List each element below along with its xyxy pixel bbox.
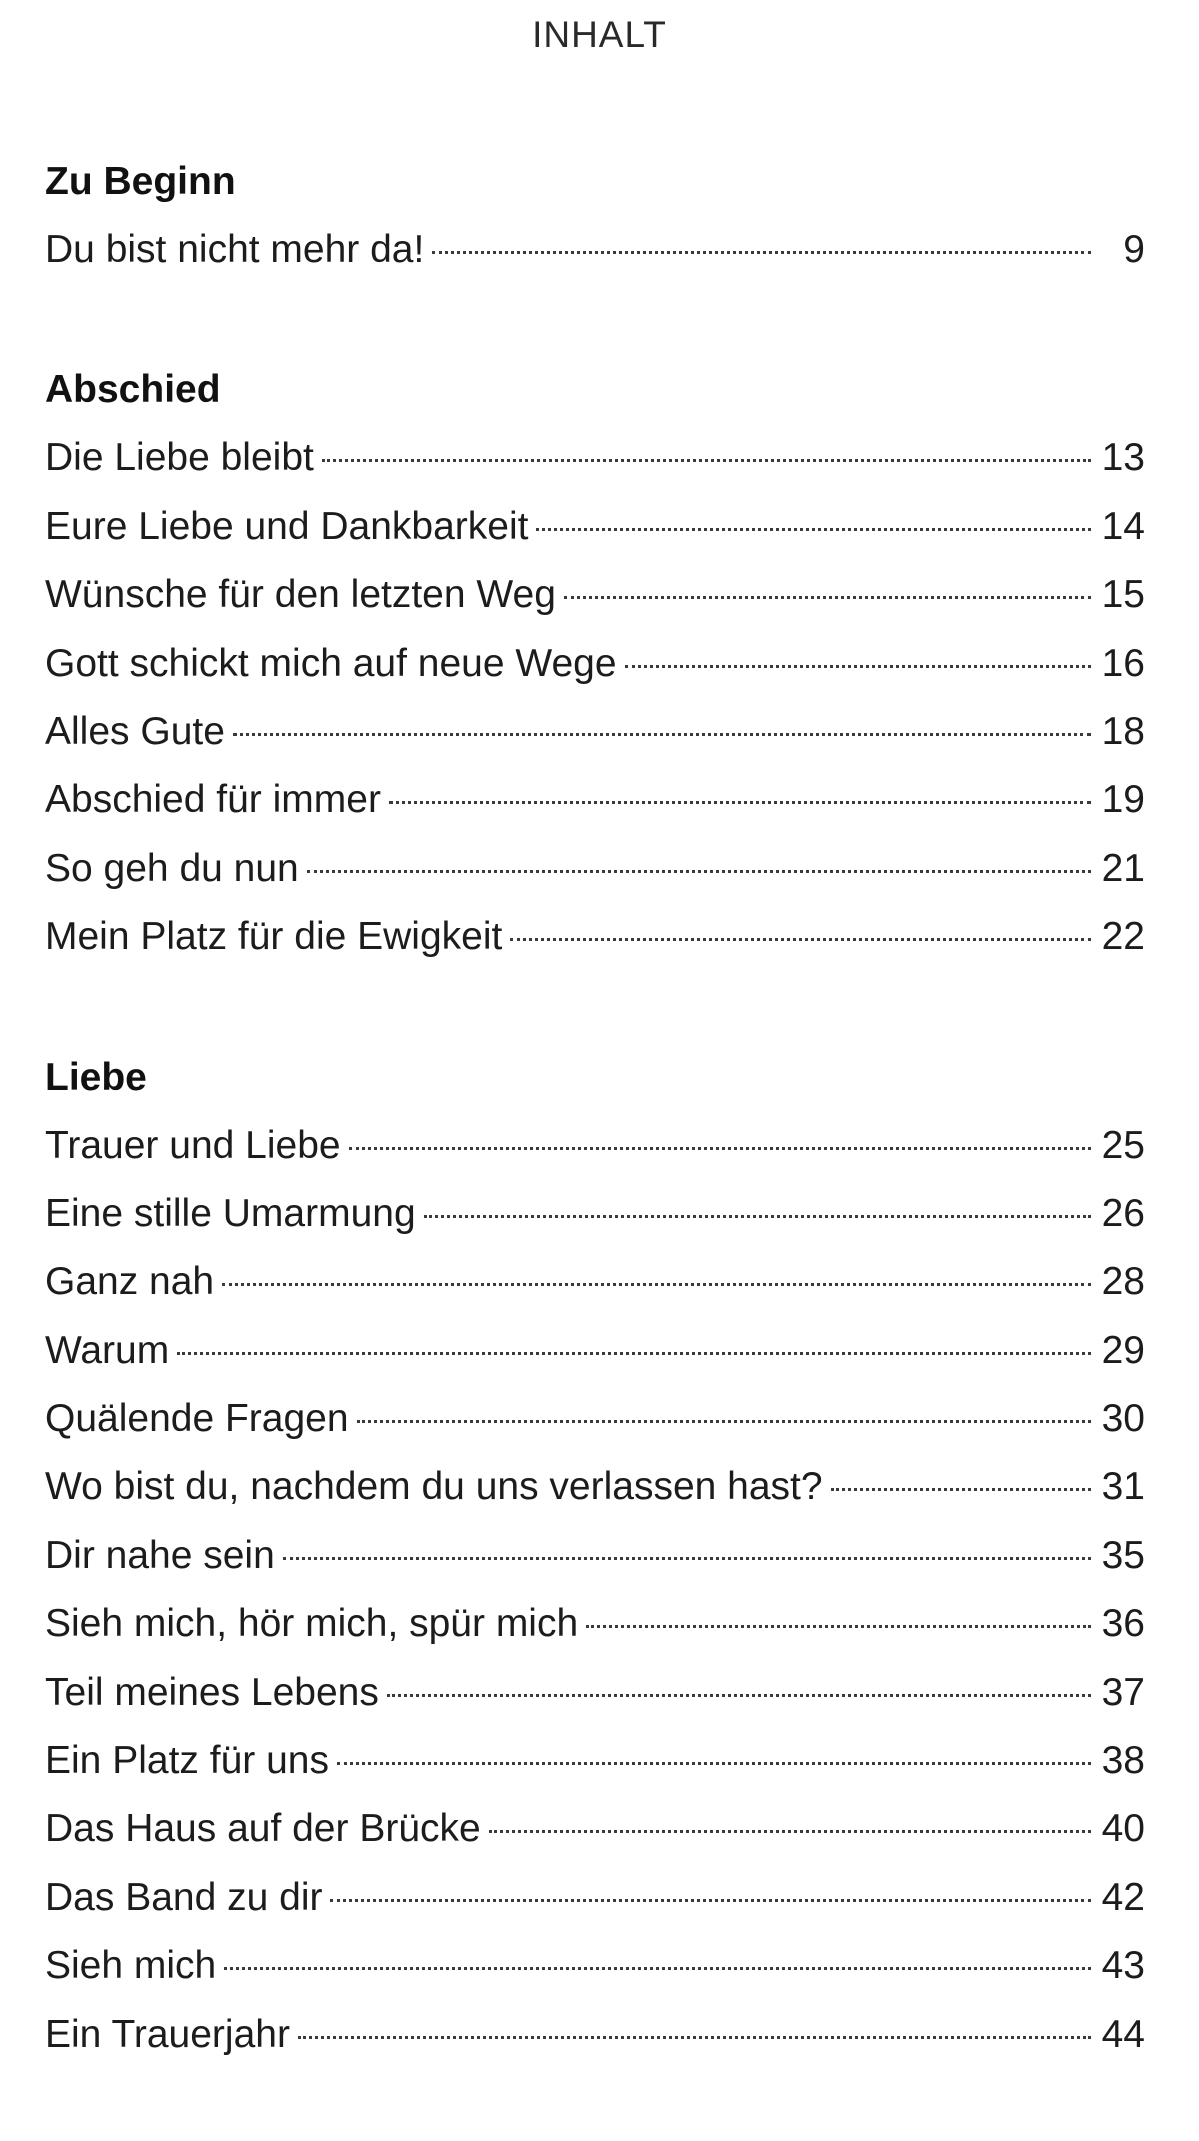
entry-page-number: 22 xyxy=(1101,915,1145,959)
entry-page-number: 36 xyxy=(1101,1602,1145,1646)
dot-leader xyxy=(424,1215,1091,1218)
dot-leader xyxy=(337,1762,1091,1765)
toc-entry[interactable] xyxy=(45,1180,1145,1248)
entry-page-number: 16 xyxy=(1101,641,1145,685)
page-title: INHALT xyxy=(532,14,667,55)
entry-page-number: 14 xyxy=(1101,504,1145,548)
toc-entry[interactable] xyxy=(45,561,1145,629)
section-heading: Abschied xyxy=(45,368,221,412)
entry-title: Mein Platz für die Ewigkeit xyxy=(45,915,503,959)
entry-page-number: 38 xyxy=(1101,1739,1145,1783)
dot-leader xyxy=(387,1694,1091,1697)
entry-page-number: 29 xyxy=(1101,1328,1145,1372)
toc-entry[interactable] xyxy=(45,1727,1145,1795)
dot-leader xyxy=(489,1830,1091,1833)
entry-page-number: 42 xyxy=(1101,1875,1145,1919)
dot-leader xyxy=(510,938,1091,941)
toc-entry[interactable] xyxy=(45,1795,1145,1863)
entry-title: So geh du nun xyxy=(45,846,299,890)
entry-page-number: 37 xyxy=(1101,1670,1145,1714)
section-heading: Zu Beginn xyxy=(45,160,236,203)
toc-entry[interactable] xyxy=(45,1453,1145,1521)
entry-page-number: 30 xyxy=(1101,1397,1145,1441)
toc-entry[interactable] xyxy=(45,630,1145,698)
entry-title: Teil meines Lebens xyxy=(45,1670,379,1714)
toc-section-zu-beginn xyxy=(45,148,1145,284)
dot-leader xyxy=(283,1557,1091,1560)
entry-title: Abschied für immer xyxy=(45,778,381,822)
entry-page-number: 31 xyxy=(1101,1465,1145,1509)
table-of-contents xyxy=(45,148,1145,2141)
dot-leader xyxy=(536,528,1091,531)
entry-page-number: 9 xyxy=(1123,228,1145,271)
entry-page-number: 18 xyxy=(1101,709,1145,753)
entry-page-number: 13 xyxy=(1101,436,1145,480)
toc-entry[interactable] xyxy=(45,835,1145,903)
entry-title: Ein Platz für uns xyxy=(45,1739,329,1783)
entry-title: Die Liebe bleibt xyxy=(45,436,314,480)
toc-section-abschied xyxy=(45,356,1145,971)
toc-entry[interactable] xyxy=(45,1659,1145,1727)
entry-page-number: 43 xyxy=(1101,1944,1145,1988)
entry-page-number: 35 xyxy=(1101,1533,1145,1577)
entry-page-number: 19 xyxy=(1101,778,1145,822)
toc-entry[interactable] xyxy=(45,1317,1145,1385)
dot-leader xyxy=(233,733,1091,736)
entry-title: Trauer und Liebe xyxy=(45,1123,341,1167)
toc-entry[interactable] xyxy=(45,1522,1145,1590)
entry-title: Sieh mich xyxy=(45,1944,217,1988)
dot-leader xyxy=(298,2036,1091,2039)
entry-title: Eine stille Umarmung xyxy=(45,1191,416,1235)
entry-title: Gott schickt mich auf neue Wege xyxy=(45,641,617,685)
entry-title: Warum xyxy=(45,1328,170,1372)
entry-title: Du bist nicht mehr da! xyxy=(45,228,425,271)
toc-section-liebe xyxy=(45,1044,1145,2069)
toc-entry[interactable] xyxy=(45,698,1145,766)
toc-entry[interactable] xyxy=(45,1932,1145,2000)
dot-leader xyxy=(564,596,1091,599)
toc-entry[interactable] xyxy=(45,1112,1145,1180)
entry-page-number: 25 xyxy=(1101,1123,1145,1167)
entry-page-number: 21 xyxy=(1101,846,1145,890)
dot-leader xyxy=(224,1967,1091,1970)
dot-leader xyxy=(389,801,1091,804)
toc-entry[interactable] xyxy=(45,1864,1145,1932)
entry-title: Dir nahe sein xyxy=(45,1533,275,1577)
entry-page-number: 40 xyxy=(1101,1807,1145,1851)
toc-entry[interactable] xyxy=(45,1248,1145,1316)
toc-entry[interactable] xyxy=(45,2001,1145,2069)
entry-title: Das Band zu dir xyxy=(45,1875,323,1919)
toc-entry[interactable] xyxy=(45,1385,1145,1453)
dot-leader xyxy=(349,1147,1091,1150)
section-heading: Liebe xyxy=(45,1055,147,1099)
entry-title: Wo bist du, nachdem du uns verlassen hast? xyxy=(45,1465,823,1509)
dot-leader xyxy=(831,1488,1091,1491)
entry-page-number: 44 xyxy=(1101,2012,1145,2056)
entry-page-number: 15 xyxy=(1101,573,1145,617)
entry-title: Alles Gute xyxy=(45,709,225,753)
toc-entry[interactable] xyxy=(45,903,1145,971)
entry-title: Wünsche für den letzten Weg xyxy=(45,573,556,617)
toc-entry[interactable] xyxy=(45,1590,1145,1658)
dot-leader xyxy=(586,1625,1091,1628)
entry-title: Das Haus auf der Brücke xyxy=(45,1807,481,1851)
entry-page-number: 26 xyxy=(1101,1191,1145,1235)
entry-title: Ganz nah xyxy=(45,1260,215,1304)
dot-leader xyxy=(222,1283,1091,1286)
dot-leader xyxy=(625,665,1091,668)
entry-title: Ein Trauerjahr xyxy=(45,2012,290,2056)
entry-title: Sieh mich, hör mich, spür mich xyxy=(45,1602,579,1646)
toc-entry[interactable] xyxy=(45,216,1145,284)
dot-leader xyxy=(357,1420,1091,1423)
dot-leader xyxy=(307,870,1091,873)
dot-leader xyxy=(330,1899,1091,1902)
entry-page-number: 28 xyxy=(1101,1260,1145,1304)
entry-title: Quälende Fragen xyxy=(45,1397,349,1441)
toc-entry[interactable] xyxy=(45,493,1145,561)
entry-title: Eure Liebe und Dankbarkeit xyxy=(45,504,529,548)
dot-leader xyxy=(322,459,1091,462)
dot-leader xyxy=(432,251,1091,254)
toc-entry[interactable] xyxy=(45,766,1145,834)
toc-entry[interactable] xyxy=(45,424,1145,492)
dot-leader xyxy=(177,1352,1091,1355)
